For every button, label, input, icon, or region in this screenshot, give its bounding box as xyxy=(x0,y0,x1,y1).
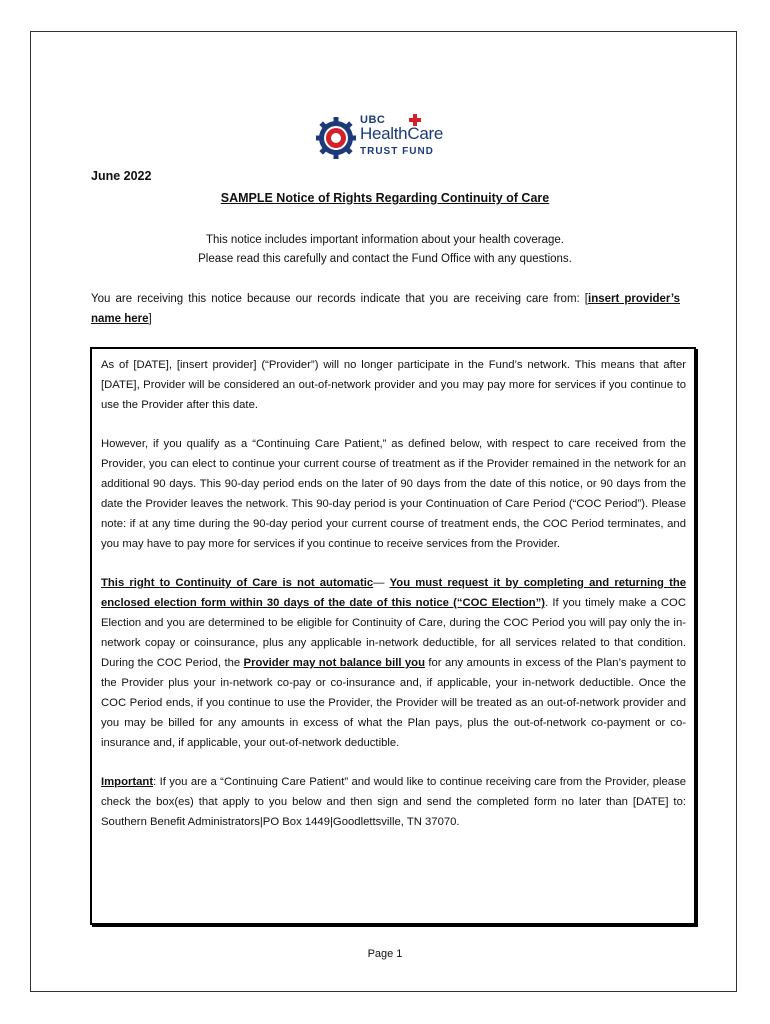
provider-name-placeholder: insert provider’s name here xyxy=(91,293,680,325)
em-dash: — xyxy=(373,577,390,589)
important-text: : If you are a “Continuing Care Patient” and would like to continue receiving care from the Provider, please check the box(es) that apply to you below and then sign and send the completed form no later than [DATE] to: Southern Benefit Administrators|PO Box 1449|Goodlettsville, TN 37070. xyxy=(101,776,686,828)
logo-healthcare-text: HealthCare xyxy=(360,124,443,143)
bracket-close: ] xyxy=(148,313,152,325)
paragraph-continuing-care: However, if you qualify as a “Continuing Care Patient,” as defined below, with respect to care received from the Provider, you can elect to continue your current course of treatment as if the Provider remained in the network for an additional 90 days. This 90-day period ends on the later of 90 days from the date of this notice, or 90 days from the date the Provider leaves the network. This 90-day period is your Continuation of Care Period (“COC Period”). Please note: if at any time during the 90-day period your current course of treatment ends, the COC Period terminates, and you may have to pay more for services if you continue to receive services from the Provider. xyxy=(101,438,686,550)
paragraph-important xyxy=(101,772,686,832)
gear-emblem-icon xyxy=(316,114,356,160)
intro-line-1: This notice includes important information about your health coverage. xyxy=(206,234,564,246)
intro-line-2: Please read this carefully and contact the Fund Office with any questions. xyxy=(198,253,572,265)
paragraph-not-automatic xyxy=(101,573,686,753)
notice-box xyxy=(90,347,696,925)
notice-date: June 2022 xyxy=(91,169,152,183)
logo-ubc-text: UBC xyxy=(360,114,386,126)
important-label: Important xyxy=(101,776,154,788)
bracket-open: [ xyxy=(584,293,588,305)
intro-text xyxy=(0,231,770,269)
coc-period-text: for any amounts in excess of the Plan’s payment to the Provider plus your in-network co-pay or co-insurance and, if applicable, your in-network deductible. Once the COC Period ends, if you continue to use the Provider, the Provider will be treated as an out-of-network provider and you may be billed for any amounts in excess of what the Plan pays, plus the out-of-network co-payment or co-insurance and, if applicable, your out-of-network deductible. xyxy=(101,657,687,749)
ubc-healthcare-logo xyxy=(316,114,456,162)
not-automatic-heading: This right to Continuity of Care is not automatic xyxy=(101,577,374,589)
receiving-notice xyxy=(91,289,680,329)
request-requirement: You must request it by completing and returning the enclosed election form within 30 days of the date of this notice (“COC Election”) xyxy=(101,577,687,609)
no-balance-bill: Provider may not balance bill you xyxy=(243,657,425,669)
receiving-text: You are receiving this notice because our records indicate that you are receiving care from: xyxy=(91,293,585,305)
page-title: SAMPLE Notice of Rights Regarding Continuity of Care xyxy=(220,191,550,205)
coc-election-text: . If you timely make a COC Election and you are determined to be eligible for Continuity of Care, during the COC Period you will pay only the in-network copay or coinsurance, plus any applicable in-network deductible, for all services related to that condition. During the COC Period, the xyxy=(101,597,686,669)
logo-trust-fund-text: TRUST FUND xyxy=(360,146,434,157)
page-number: Page 1 xyxy=(367,948,403,960)
paragraph-provider-leaving: As of [DATE], [insert provider] (“Provider”) will no longer participate in the Fund’s network. This means that after [DATE], Provider will be considered an out-of-network provider and you may pay more for services if you continue to use the Provider after this date. xyxy=(101,359,686,411)
